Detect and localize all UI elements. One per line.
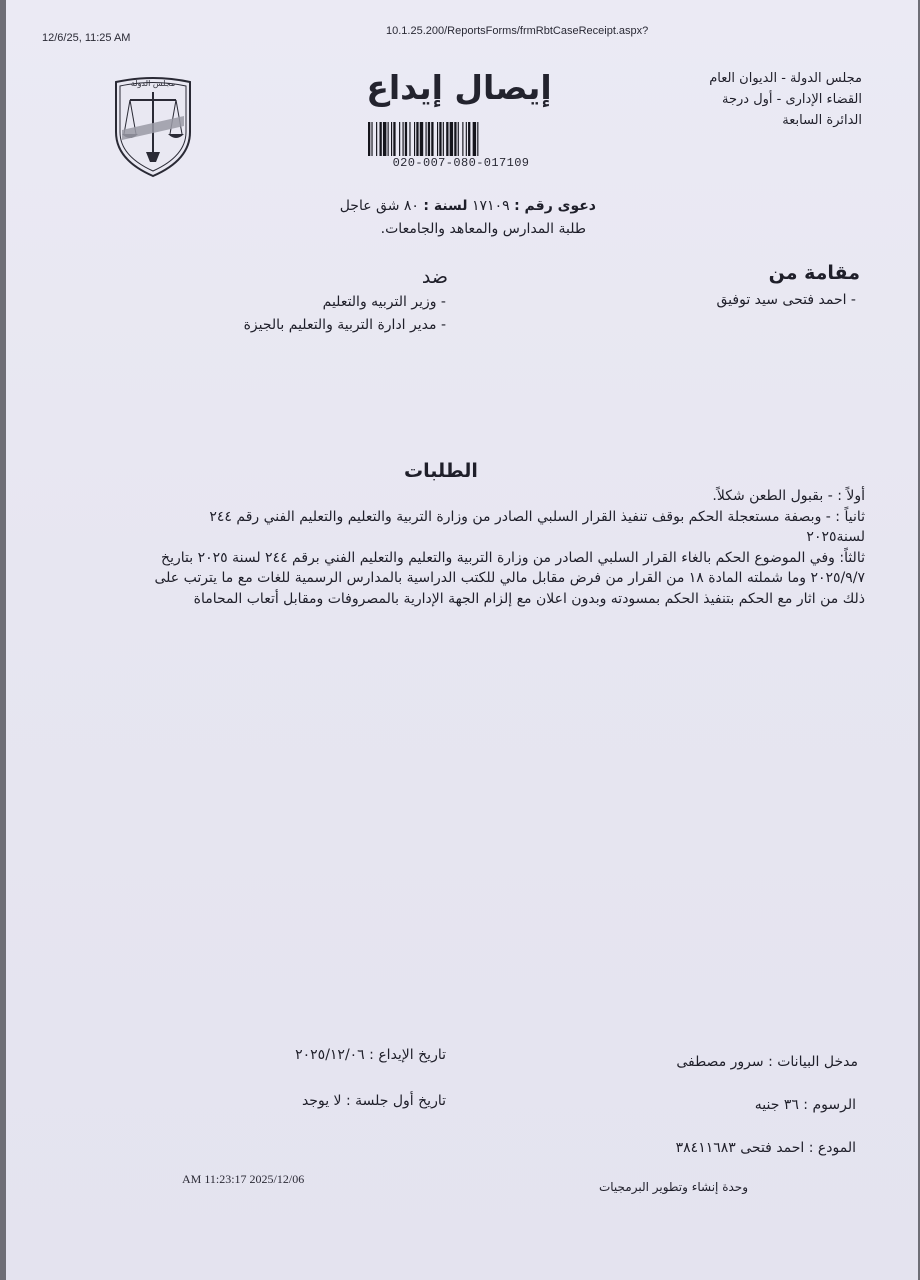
- barcode-bar: [399, 122, 400, 156]
- receipt-page: [6, 0, 918, 1280]
- barcode-bar: [405, 122, 407, 156]
- barcode-bar: [446, 122, 448, 156]
- barcode-bar: [371, 122, 372, 156]
- barcode-bar: [420, 122, 423, 156]
- requests-body: [100, 486, 865, 609]
- page-url: 10.1.25.200/ReportsForms/frmRbtCaseReceipt.aspx?: [386, 25, 649, 37]
- barcode-bar: [388, 122, 389, 156]
- filing-date: تاريخ الإيداع : ٢٠٢٥/١٢/٠٦: [295, 1047, 446, 1063]
- print-datetime: 12/6/25, 11:25 AM: [42, 32, 131, 44]
- barcode-bar: [393, 122, 395, 156]
- seal-caption: مجلس الدولة: [130, 79, 176, 88]
- software-unit: وحدة إنشاء وتطوير البرمجيات: [598, 1180, 748, 1194]
- case-subject: طلبة المدارس والمعاهد والجامعات.: [380, 221, 586, 237]
- barcode-bar: [376, 122, 377, 156]
- request-line: ذلك من اثار مع الحكم بتنفيذ الحكم بمسودته وبدون اعلان مع إلزام الجهة الإدارية بالمصروفات ومقابل أتعاب المحاماة: [193, 590, 865, 607]
- barcode-bar: [414, 122, 415, 156]
- barcode-bar: [428, 122, 430, 156]
- barcode-bar: [458, 122, 459, 156]
- first-session-date: تاريخ أول جلسة : لا يوجد: [301, 1093, 446, 1109]
- barcode-bar: [383, 122, 386, 156]
- barcode-bar: [450, 122, 453, 156]
- defendant-2: - مدير ادارة التربية والتعليم بالجيزة: [243, 317, 446, 333]
- court-line-3: الدائرة السابعة: [782, 113, 862, 128]
- barcode-bar: [473, 122, 476, 156]
- against-label: ضد: [421, 266, 448, 288]
- barcode-bar: [439, 122, 441, 156]
- depositor: المودع : احمد فتحى ٣٨٤١١٦٨٣: [675, 1140, 856, 1156]
- case-year: ٨٠ شق عاجل: [339, 198, 419, 214]
- barcode-bar: [431, 122, 433, 156]
- barcode-bar: [426, 122, 427, 156]
- barcode-icon: [368, 122, 554, 156]
- barcode-bar: [409, 122, 410, 156]
- barcode-bar: [468, 122, 470, 156]
- case-number-label: دعوى رقم :: [514, 198, 596, 214]
- request-line: ثانياً : - وبصفة مستعجلة الحكم بوقف تنفيذ القرار السلبي الصادر من وزارة التربية والتعليم والتعليم الفني رقم ٢٤٤: [209, 508, 865, 525]
- fees: الرسوم : ٣٦ جنيه: [754, 1097, 856, 1113]
- barcode-bar: [454, 122, 456, 156]
- case-number: ١٧١٠٩: [472, 198, 510, 214]
- plaintiff-name: - احمد فتحى سيد توفيق: [716, 292, 856, 308]
- request-line: لسنة٢٠٢٥: [806, 529, 865, 545]
- barcode-bar: [368, 122, 370, 156]
- defendant-1: - وزير التربيه والتعليم: [322, 294, 446, 310]
- state-council-seal-icon: [110, 74, 196, 178]
- barcode-bar: [462, 122, 463, 156]
- barcode-bar: [437, 122, 438, 156]
- print-timestamp: AM 11:23:17 2025/12/06: [182, 1172, 305, 1186]
- requests-title: الطلبات: [404, 460, 478, 482]
- request-line: ثالثاً: وفي الموضوع الحكم بالغاء القرار السلبي الصادر من وزارة التربية والتعليم والتعليم الفني برقم ٢٤٤ لسنة ٢٠٢٥ بتاريخ: [161, 549, 865, 566]
- case-number-line: [256, 198, 596, 214]
- barcode-bar: [477, 122, 478, 156]
- request-line: ٢٠٢٥/٩/٧ وما شملته المادة ١٨ من القرار من فرض مقابل مالي للكتب الدراسية بالمدارس الرسمية للغات مع ما يترتب على: [154, 570, 865, 586]
- court-line-1: مجلس الدولة - الديوان العام: [709, 71, 862, 86]
- request-line: أولاً : - بقبول الطعن شكلاً.: [712, 488, 865, 504]
- data-entry-clerk: مدخل البيانات : سرور مصطفى: [676, 1054, 858, 1070]
- plaintiff-label: مقامة من: [768, 262, 860, 284]
- barcode-bar: [403, 122, 404, 156]
- case-year-label: لسنة :: [423, 198, 468, 214]
- barcode-number: 020-007-080-017109: [392, 156, 530, 170]
- receipt-title: إيصال إيداع: [366, 68, 552, 107]
- barcode-bar: [466, 122, 467, 156]
- barcode-bar: [380, 122, 382, 156]
- barcode-bar: [443, 122, 444, 156]
- court-info: [709, 68, 862, 131]
- barcode-bar: [391, 122, 392, 156]
- court-line-2: القضاء الإدارى - أول درجة: [721, 92, 862, 107]
- barcode-bar: [416, 122, 418, 156]
